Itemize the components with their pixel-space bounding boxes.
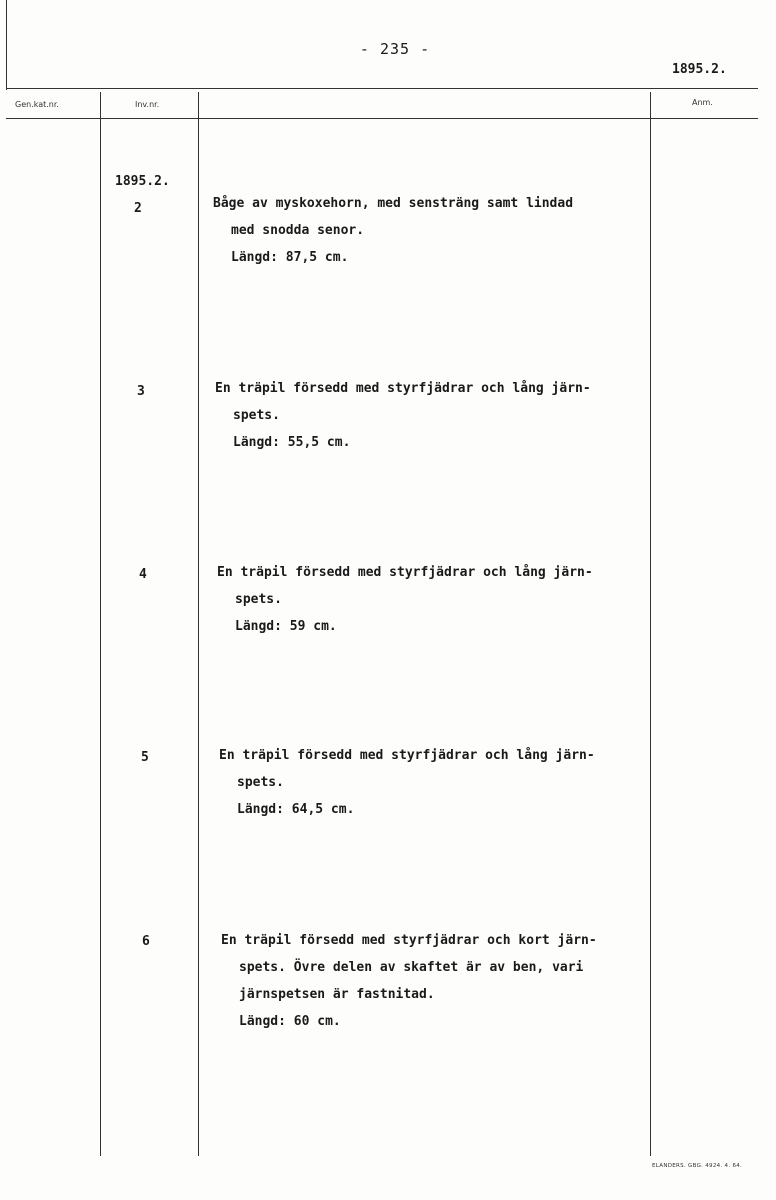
- entry-line: spets.: [235, 592, 282, 607]
- column-divider-2: [198, 92, 199, 1156]
- entry-line: En träpil försedd med styrfjädrar och lång järn-: [217, 565, 593, 580]
- entry-line: Båge av myskoxehorn, med sensträng samt lindad: [213, 196, 574, 211]
- entry-line: järnspetsen är fastnitad.: [239, 987, 435, 1002]
- entry-line: En träpil försedd med styrfjädrar och lång järn-: [215, 381, 591, 396]
- entry-line: spets.: [237, 775, 284, 790]
- inv-number: 4: [139, 567, 147, 582]
- entry-measure: Längd: 59 cm.: [235, 619, 337, 634]
- entry-line: spets. Övre delen av skaftet är av ben, vari: [239, 960, 584, 975]
- header-top-rule: [6, 88, 758, 89]
- catalog-entry: [213, 190, 643, 271]
- entry-measure: Längd: 64,5 cm.: [237, 802, 355, 817]
- series-id: 1895.2.: [672, 62, 727, 77]
- catalog-entry: [221, 927, 651, 1035]
- printer-mark: ELANDERS. GBG. 4924. 4. 64.: [652, 1163, 743, 1169]
- entry-measure: Längd: 60 cm.: [239, 1014, 341, 1029]
- catalog-entry: [219, 742, 649, 823]
- column-head-anm: Anm.: [692, 98, 713, 107]
- series-label: 1895.2.: [115, 174, 170, 189]
- entry-measure: Längd: 87,5 cm.: [231, 250, 349, 265]
- inv-number: 5: [141, 750, 149, 765]
- column-divider-1: [100, 92, 101, 1156]
- left-edge-rule: [6, 0, 7, 90]
- column-head-gen-kat-nr: Gen.kat.nr.: [15, 100, 59, 109]
- inv-number: 3: [137, 384, 145, 399]
- entry-line: En träpil försedd med styrfjädrar och kort järn-: [221, 933, 597, 948]
- inv-number: 6: [142, 934, 150, 949]
- entry-line: med snodda senor.: [231, 223, 365, 238]
- entry-line: spets.: [233, 408, 280, 423]
- catalog-entry: [215, 375, 645, 456]
- entry-measure: Längd: 55,5 cm.: [233, 435, 351, 450]
- column-head-inv-nr: Inv.nr.: [135, 100, 160, 109]
- inv-number: 2: [134, 201, 142, 216]
- page-number: - 235 -: [359, 40, 431, 58]
- header-bottom-rule: [6, 118, 758, 119]
- catalog-entry: [217, 559, 647, 640]
- entry-line: En träpil försedd med styrfjädrar och lång järn-: [219, 748, 595, 763]
